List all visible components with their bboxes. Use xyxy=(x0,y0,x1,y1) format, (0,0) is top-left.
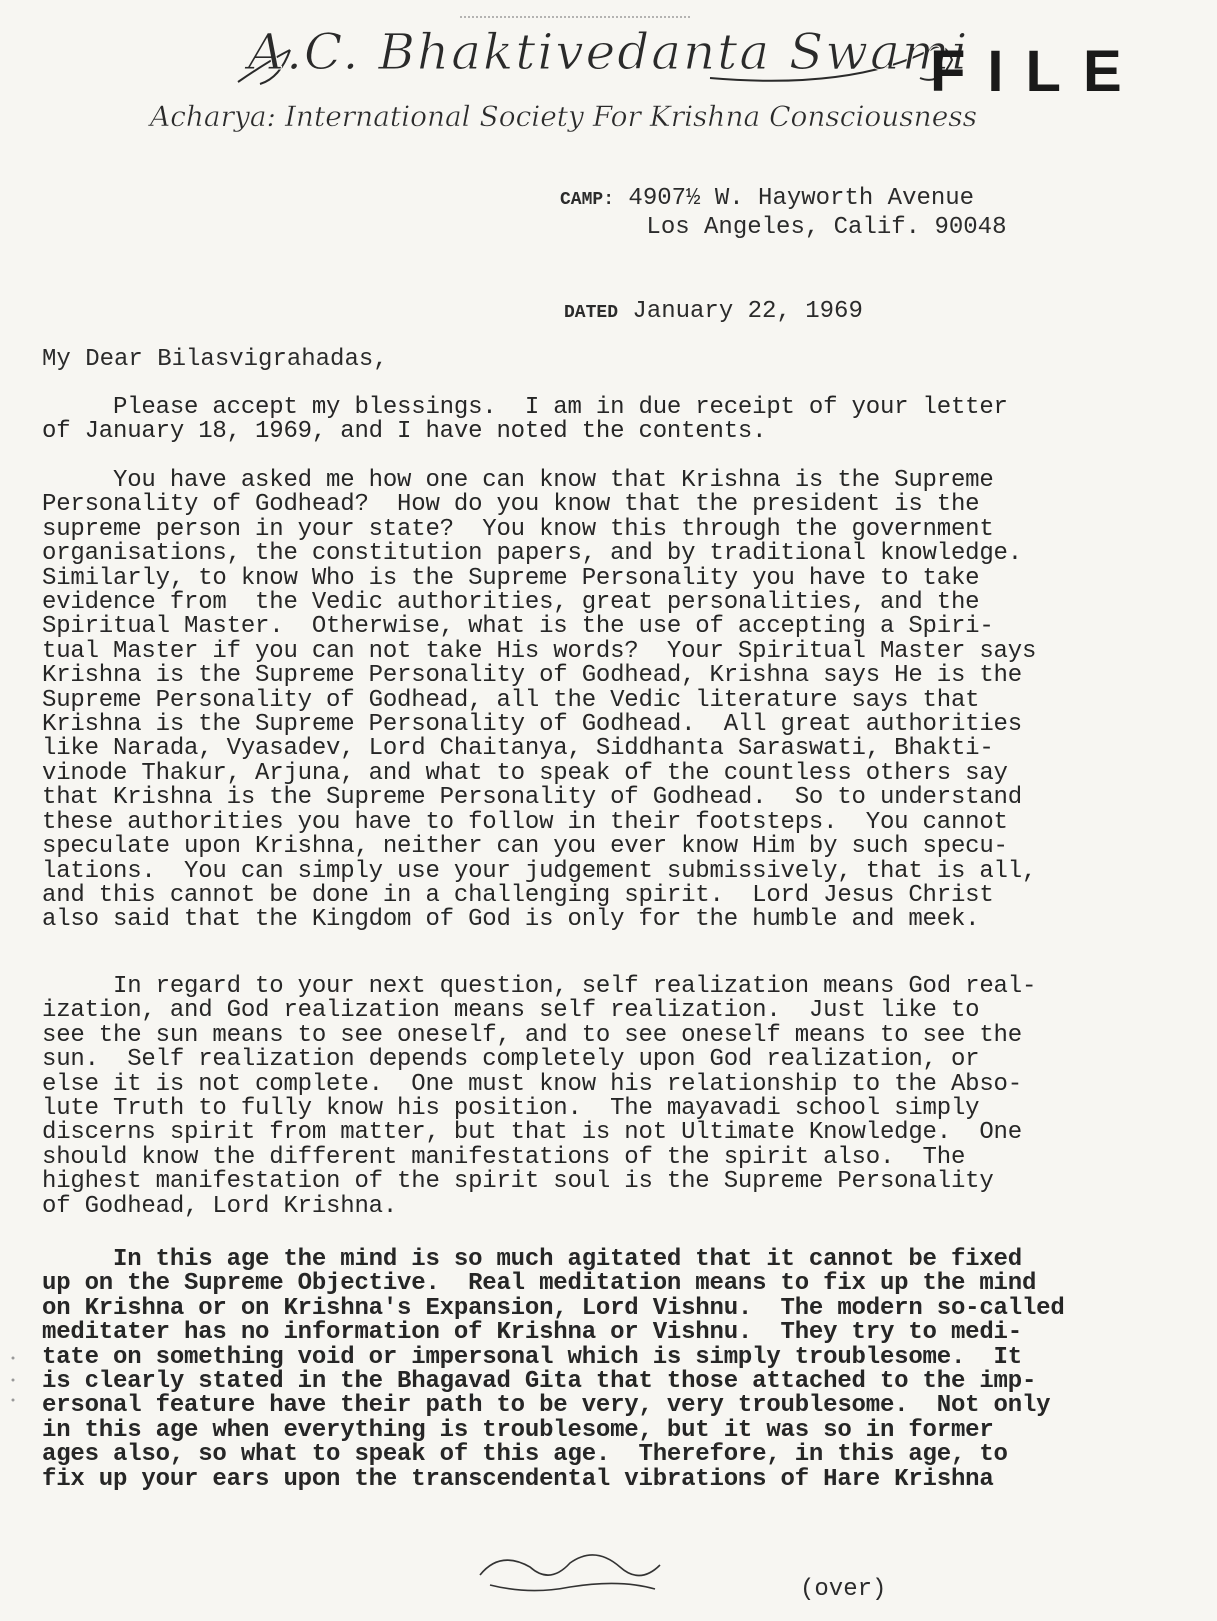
address-line-2: Los Angeles, Calif. 90048 xyxy=(646,214,1007,241)
paragraph-2: You have asked me how one can know that Krishna is the Supreme Personality of Godhead? How do you know that the president is the supreme person in your state? You know this through the government organisations, the constitution papers, and by traditional knowledge. Similarly, to know Who is the Supreme Personality you have to take evidence from the Vedic authorities, great personalities, and the Spiritual Master. Otherwise, what is the use of accepting a Spiri- tual Master if you can not take His words? Your Spiritual Master says Krishna is the Supreme Personality of Godhead, Krishna says He is the Supreme Personality of Godhead, all the Vedic literature says that Krishna is the Supreme Personality of Godhead. All great authorities like Narada, Vyasadev, Lord Chaitanya, Siddhanta Saraswati, Bhakti- vinode Thakur, Arjuna, and what to speak of the countless others say that Krishna is the Supreme Personality of Godhead. So to understand these authorities you have to follow in their footsteps. You cannot speculate upon Krishna, neither can you ever know Him by such specu- lations. You can simply use your judgement submissively, that is all, and this cannot be done in a challenging spirit. Lord Jesus Christ also said that the Kingdom of God is only for the humble and meek. xyxy=(42,467,1037,934)
date-prefix: DATED xyxy=(564,303,619,323)
address-block xyxy=(560,185,1006,242)
address-prefix: CAMP: xyxy=(560,190,615,210)
salutation: My Dear Bilasvigrahadas, xyxy=(42,346,388,373)
scribble-mark xyxy=(470,1545,670,1595)
paragraph-4: In this age the mind is so much agitated that it cannot be fixed up on the Supreme Objective. Real meditation means to fix up the mind on Krishna or on Krishna's Expansion, Lord Vishnu. The modern so-called meditater has no information of Krishna or Vishnu. They try to medi- tate on something void or impersonal which is simply troublesome. It is clearly stated in the Bhagavad Gita that those attached to the imp- ersonal feature have their path to be very, very troublesome. Not only in this age when everything is troublesome, but it was so in former ages also, so what to speak of this age. Therefore, in this age, to fix up your ears upon the transcendental vibrations of Hare Krishna xyxy=(42,1246,1065,1493)
file-stamp: FILE xyxy=(930,39,1144,104)
date-value: January 22, 1969 xyxy=(632,298,863,325)
signature: A.C. Bhaktivedanta Swami xyxy=(248,23,970,81)
paragraph-3: In regard to your next question, self realization means God real- ization, and God realization means self realization. Just like to see the sun means to see oneself, and to see oneself means to see the sun. Self realization depends completely upon God realization, or else it is not complete. One must know his relationship to the Abso- lute Truth to fully know his position. The mayavadi school simply discerns spirit from matter, but that is not Ultimate Knowledge. One should know the different manifestations of the spirit also. The highest manifestation of the spirit soul is the Supreme Personality of Godhead, Lord Krishna. xyxy=(42,973,1037,1220)
top-smudge xyxy=(460,6,690,18)
over-marker: (over) xyxy=(800,1576,887,1603)
margin-marks xyxy=(8,1350,18,1410)
date-line xyxy=(564,298,863,325)
paragraph-1: Please accept my blessings. I am in due receipt of your letter of January 18, 1969, and I have noted the contents. xyxy=(42,394,1008,446)
organization-line: Acharya: International Society For Krishna Consciousness xyxy=(150,100,977,133)
address-line-1: 4907½ W. Hayworth Avenue xyxy=(628,185,975,212)
